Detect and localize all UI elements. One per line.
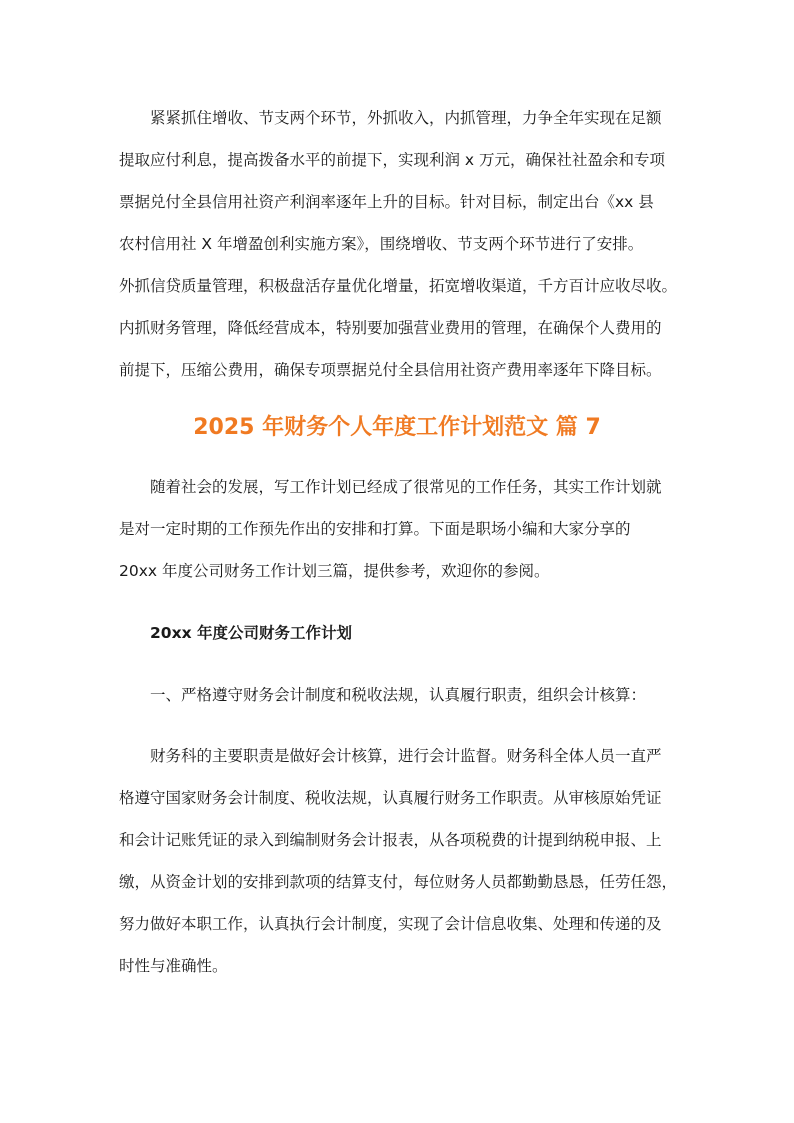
paragraph-line: 票据兑付全县信用社资产利润率逐年上升的目标。针对目标，制定出台《xx 县	[119, 193, 654, 211]
paragraph-line: 格遵守国家财务会计制度、税收法规，认真履行财务工作职责。从审核原始凭证	[119, 789, 662, 807]
paragraph-line: 内抓财务管理，降低经营成本，特别要加强营业费用的管理，在确保个人费用的	[119, 319, 662, 337]
paragraph-line: 农村信用社 X 年增盈创利实施方案》，围绕增收、节支两个环节进行了安排。	[119, 235, 644, 253]
list-item-one: 一、严格遵守财务会计制度和税收法规，认真履行职责，组织会计核算：	[150, 686, 647, 704]
paragraph-line: 前提下，压缩公费用，确保专项票据兑付全县信用社资产费用率逐年下降目标。	[119, 361, 662, 379]
paragraph-line: 外抓信贷质量管理，积极盘活存量优化增量，拓宽增收渠道，千方百计应收尽收。	[119, 277, 678, 295]
paragraph-line: 缴，从资金计划的安排到款项的结算支付，每位财务人员都勤勤恳恳，任劳任怨，	[119, 873, 678, 891]
paragraph-line: 提取应付利息，提高拨备水平的前提下，实现利润 x 万元，确保社社盈余和专项	[119, 151, 666, 169]
paragraph-intro	[119, 466, 675, 592]
paragraph-line: 是对一定时期的工作预先作出的安排和打算。下面是职场小编和大家分享的	[119, 520, 631, 538]
paragraph-increase-revenue	[119, 97, 678, 391]
paragraph-line: 紧紧抓住增收、节支两个环节，外抓收入，内抓管理，力争全年实现在足额	[150, 109, 662, 127]
subheading: 20xx 年度公司财务工作计划	[150, 624, 352, 642]
paragraph-line: 20xx 年度公司财务工作计划三篇，提供参考，欢迎你的参阅。	[119, 562, 550, 580]
paragraph-line: 努力做好本职工作，认真执行会计制度，实现了会计信息收集、处理和传递的及	[119, 915, 662, 933]
paragraph-finance-duties	[119, 735, 678, 987]
paragraph-line: 财务科的主要职责是做好会计核算，进行会计监督。财务科全体人员一直严	[150, 747, 662, 765]
paragraph-line: 和会计记账凭证的录入到编制财务会计报表，从各项税费的计提到纳税申报、上	[119, 831, 662, 849]
paragraph-line: 时性与准确性。	[119, 957, 228, 975]
paragraph-line: 随着社会的发展，写工作计划已经成了很常见的工作任务，其实工作计划就	[150, 478, 662, 496]
section-title: 2025 年财务个人年度工作计划范文 篇 7	[193, 415, 601, 440]
